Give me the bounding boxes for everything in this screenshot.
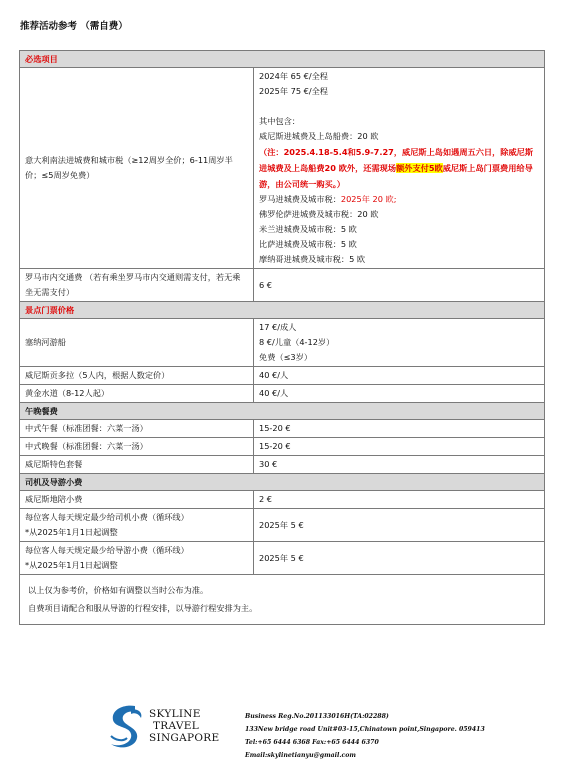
table-row xyxy=(20,456,545,474)
table-row xyxy=(20,269,545,302)
row-value: 6 € xyxy=(254,269,545,302)
florence-fee: 佛罗伦萨进城费及城市税：20 欧 xyxy=(259,209,379,219)
child-price: 8 €/儿童（4-12岁） xyxy=(259,337,335,347)
row-label: 塞纳河游船 xyxy=(20,319,254,367)
row-label: 黄金水道（8-12人起） xyxy=(20,385,254,403)
company-details xyxy=(245,710,485,762)
section-title: 必选项目 xyxy=(20,51,545,68)
row-label: 中式晚餐（标准团餐：六菜一汤） xyxy=(20,438,254,456)
row-value: 40 €/人 xyxy=(254,385,545,403)
venice-fee: 威尼斯进城费及上岛船费：20 欧 xyxy=(259,131,379,141)
note-text: 威尼斯上岛门票费用给导游，由公司统一购买。） xyxy=(259,163,533,189)
footer xyxy=(105,700,505,760)
table-row xyxy=(20,509,545,542)
row-value: 2025年 5 € xyxy=(254,542,545,575)
contact-phone-fax: Tel:+65 6444 6368 Fax:+65 6444 6370 xyxy=(245,739,379,746)
row-value xyxy=(254,68,545,269)
row-label: 威尼斯特色套餐 xyxy=(20,456,254,474)
section-title: 午晚餐费 xyxy=(20,403,545,420)
table-row xyxy=(20,491,545,509)
brand-name xyxy=(149,708,219,744)
contact-email: Email:skylinetianyu@gmail.com xyxy=(245,752,356,759)
venice-note xyxy=(259,147,533,189)
price-2025: 2025年 75 €/全程 xyxy=(259,86,328,96)
brand-line: SKYLINE xyxy=(149,708,201,720)
includes-label: 其中包含： xyxy=(259,116,300,126)
note-line: 自费项目请配合和服从导游的行程安排，以导游行程安排为主。 xyxy=(28,603,258,613)
section-header-meals xyxy=(20,403,545,420)
table-row xyxy=(20,438,545,456)
table-row xyxy=(20,367,545,385)
section-header-required xyxy=(20,51,545,68)
notes-cell xyxy=(20,575,545,625)
driver-tip-note: *从2025年1月1日起调整 xyxy=(25,527,118,537)
section-header-tips xyxy=(20,474,545,491)
adult-price: 17 €/成人 xyxy=(259,322,297,332)
table-row xyxy=(20,319,545,367)
row-label: 罗马市内交通费 （若有乘坐罗马市内交通则需支付，若无乘坐无需支付） xyxy=(20,269,254,302)
table-row xyxy=(20,542,545,575)
row-label: 威尼斯贡多拉（5人内，根据人数定价） xyxy=(20,367,254,385)
rome-fee xyxy=(259,192,539,207)
note-text: （注：2025.4.18-5.4和5.9-7.27，威尼斯上岛如遇周五六日，除威尼斯进城费及上岛船费20 欧外，还需现场 xyxy=(259,147,534,173)
note-line: 以上仅为参考价，价格如有调整以当时公布为准。 xyxy=(28,585,209,595)
row-label xyxy=(20,509,254,542)
rome-fee-label: 罗马进城费及城市税： xyxy=(259,194,341,204)
table-row xyxy=(20,68,545,269)
note-highlight: 额外支付5欧 xyxy=(396,163,443,173)
skyline-logo-icon xyxy=(105,702,147,752)
business-reg: Business Reg.No.201133016H(TA:02288) xyxy=(245,713,389,720)
row-value xyxy=(254,319,545,367)
section-title: 司机及导游小费 xyxy=(20,474,545,491)
row-label: 中式午餐（标准团餐：六菜一汤） xyxy=(20,420,254,438)
table-row xyxy=(20,385,545,403)
monaco-fee: 摩纳哥进城费及城市税：5 欧 xyxy=(259,254,366,264)
free-price: 免费（≤3岁） xyxy=(259,352,313,362)
price-2024: 2024年 65 €/全程 xyxy=(259,71,328,81)
row-value: 2025年 5 € xyxy=(254,509,545,542)
guide-tip-note: *从2025年1月1日起调整 xyxy=(25,560,118,570)
brand-line: TRAVEL xyxy=(153,720,199,732)
section-header-tickets xyxy=(20,302,545,319)
row-value: 15-20 € xyxy=(254,438,545,456)
row-value: 40 €/人 xyxy=(254,367,545,385)
row-label: 意大利南法进城费和城市税（≥12周岁全价；6-11周岁半价；≤5周岁免费） xyxy=(20,68,254,269)
row-value: 15-20 € xyxy=(254,420,545,438)
brand-line: SINGAPORE xyxy=(149,732,220,744)
page-title: 推荐活动参考 （需自费） xyxy=(20,21,128,32)
driver-tip-label: 每位客人每天规定最少给司机小费（循环线） xyxy=(25,512,189,522)
row-value: 30 € xyxy=(254,456,545,474)
rome-fee-price: 2025年 20 欧; xyxy=(340,194,397,204)
row-value: 2 € xyxy=(254,491,545,509)
section-title: 景点门票价格 xyxy=(20,302,545,319)
table-row xyxy=(20,420,545,438)
price-table xyxy=(19,50,545,625)
row-label xyxy=(20,542,254,575)
address: 133New bridge road Unit#03-15,Chinatown point,Singapore. 059413 xyxy=(245,726,485,733)
notes-row xyxy=(20,575,545,625)
milan-fee: 米兰进城费及城市税：5 欧 xyxy=(259,224,357,234)
row-label: 威尼斯地陪小费 xyxy=(20,491,254,509)
guide-tip-label: 每位客人每天规定最少给导游小费（循环线） xyxy=(25,545,189,555)
pisa-fee: 比萨进城费及城市税：5 欧 xyxy=(259,239,357,249)
